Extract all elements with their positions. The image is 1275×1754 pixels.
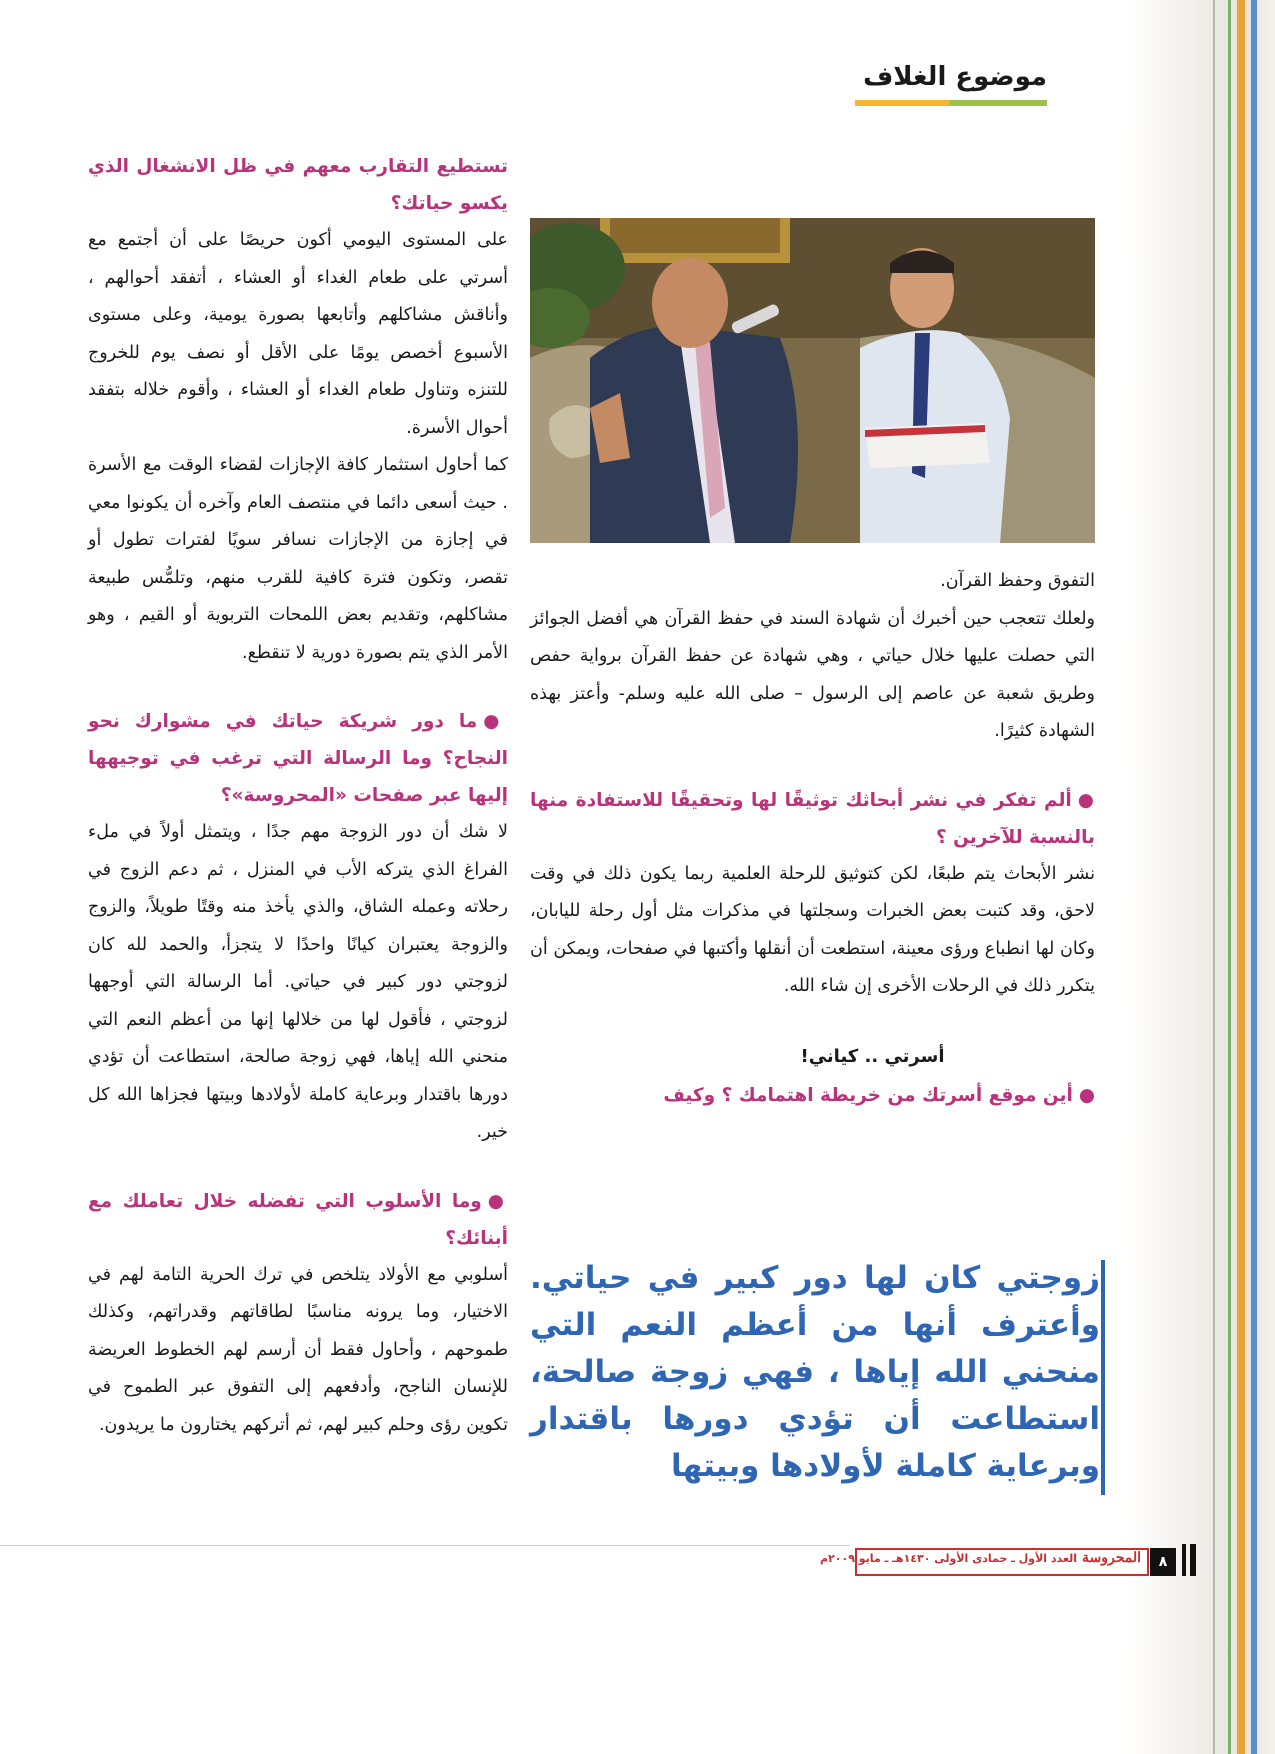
right-column bbox=[530, 218, 1095, 1114]
paragraph bbox=[88, 447, 508, 672]
edge-line bbox=[1237, 0, 1245, 1754]
question-text: ألم تفكر في نشر أبحاثك توثيقًا لها وتحقيقًا للاستفادة منها بالنسبة للآخرين ؟ bbox=[530, 789, 1095, 848]
paragraph: ولعلك تتعجب حين أخبرك أن شهادة السند في حفظ القرآن هي أفضل الجوائز التي حصلت عليها خلال حياتي ، وهي شهادة عن حفظ القرآن برواية حفص وطريق شعبة عن عاصم إلى الرسول – صلى الله عليه وسلم- وأعتز بهذه الشهادة كثيرًا. bbox=[530, 608, 1095, 741]
paragraph bbox=[88, 1257, 508, 1445]
paragraph bbox=[88, 222, 508, 447]
pullquote: زوجتي كان لها دور كبير في حياتي. وأعترف أنها من أعظم النعم التي منحني الله إياها ، فهي زوجة صالحة، استطاعت أن تؤدي دورها باقتدار وبرعاية كاملة لأولادها وبيتها bbox=[530, 1260, 1100, 1484]
section-underline-accent bbox=[855, 100, 950, 106]
edge-line bbox=[1213, 0, 1215, 1754]
magazine-logo: المحروسة bbox=[1081, 1550, 1141, 1566]
question bbox=[530, 1077, 1095, 1114]
question-text: أين موقع أسرتك من خريطة اهتمامك ؟ وكيف bbox=[663, 1084, 1073, 1106]
footer-mark bbox=[1190, 1544, 1196, 1576]
edge-line bbox=[1251, 0, 1257, 1754]
paragraph-text: لا شك أن دور الزوجة مهم جدًا ، ويتمثل أولاً في ملء الفراغ الذي يتركه الأب في المنزل ، ثم دعم الزوج في رحلاته وعمله الشاق، والذي يأخذ منه وقتًا طويلاً، والزوج والزوجة يعتبران كيانًا واحدًا لا يتجزأ، والحمد لله كان لزوجتي دور كبير في حياتي. أما الرسالة التي أوجهها لزوجتي ، فأقول لها من خلالها إنها من أعظم النعم التي منحني الله إياها، فهي زوجة صالحة، استطاعت أن تؤدي دورها باقتدار وبرعاية كاملة لأولادها وبيتها فجزاها الله كل خير. bbox=[88, 822, 508, 1142]
question-text: ما دور شريكة حياتك في مشوارك نحو النجاح؟ وما الرسالة التي ترغب في توجيهها إليها عبر صفحات «المحروسة»؟ bbox=[88, 711, 508, 806]
left-column bbox=[88, 148, 508, 1444]
issue-info: العدد الأول ـ جمادى الأولى ١٤٣٠هـ ـ مايو ٢٠٠٩م bbox=[820, 1552, 1077, 1565]
question-text: وما الأسلوب التي تفضله خلال تعاملك مع أبنائك؟ bbox=[88, 1190, 508, 1249]
section-subheading: أسرتي .. كياني! bbox=[800, 1045, 945, 1067]
question-text: تستطيع التقارب معهم في ظل الانشغال الذي يكسو حياتك؟ bbox=[88, 156, 508, 214]
paragraph-text: على المستوى اليومي أكون حريصًا على أن أجتمع مع أسرتي على طعام الغداء أو العشاء ، أتفقد أحوالهم ، وأناقش مشاكلهم وأتابعها بصورة يومية، وعلى مستوى الأسبوع أخصص يومًا على الأقل أو نصف يوم للخروج للتنزه وتناول طعام الغداء أو العشاء ، وأقوم خلاله بتفقد أحوال الأسرة. bbox=[88, 230, 508, 438]
spacer bbox=[530, 751, 1095, 782]
question bbox=[530, 782, 1095, 856]
paragraph-text: أسلوبي مع الأولاد يتلخص في ترك الحرية التامة لهم في الاختيار، وما يرونه مناسبًا لطاقاتهم وقدراتهم، وكذلك طموحهم ، وأحاول فقط أن أرسم لهم الخطوط العريضة للإنسان الناجح، وأدفعهم إلى التفوق عبر الطموح في تكوين رؤى وحلم كبير لهم، ثم أتركهم يختارون ما يريدون. bbox=[88, 1264, 508, 1435]
edge-line bbox=[1228, 0, 1231, 1754]
pullquote-rule bbox=[1101, 1260, 1105, 1495]
footer-mark bbox=[1182, 1544, 1186, 1576]
question bbox=[88, 148, 508, 222]
interview-photo bbox=[530, 218, 1095, 543]
paragraph: التفوق وحفظ القرآن. bbox=[940, 571, 1095, 591]
paragraph: نشر الأبحاث يتم طبعًا، لكن كتوثيق للرحلة العلمية ربما يكون ذلك في وقت لاحق، وقد كتبت بعض الخبرات وسجلتها في مذكرات مثل أول رحلة لليابان، وكان لها انطباع ورؤى معينة، استطعت أن أنقلها وأكتبها في صفحات، ويمكن أن يتكرر ذلك في الرحلات الأخرى إن شاء الله. bbox=[530, 863, 1095, 996]
spacer bbox=[88, 1152, 508, 1183]
bullet-icon: ● bbox=[1077, 789, 1095, 811]
paragraph-text: كما أحاول استثمار كافة الإجازات لقضاء الوقت مع الأسرة . حيث أسعى دائما في منتصف العام وآخره أن يكونوا معي في إجازة من الإجازات نسافر سويًا لفترات تطول أو تقصر، وتكون فترة كافية للقرب منهم، وتلمُّس طبيعة مشاكلهم، وتقديم بعض اللمحات التربوية أو القيم ، وهو الأمر الذي يتم بصورة دورية لا تنقطع. bbox=[88, 455, 508, 663]
footer-issue-box bbox=[820, 1548, 1149, 1576]
interview-photo-illustration bbox=[530, 218, 1095, 543]
section-header bbox=[855, 58, 1047, 106]
section-title: موضوع الغلاف bbox=[863, 62, 1047, 92]
bullet-icon: ● bbox=[487, 1190, 508, 1212]
page-number: ٨ bbox=[1150, 1548, 1176, 1576]
question bbox=[88, 703, 508, 814]
bullet-icon: ● bbox=[483, 711, 508, 732]
bullet-icon: ● bbox=[1078, 1084, 1095, 1106]
question bbox=[88, 1183, 508, 1257]
spacer bbox=[88, 672, 508, 703]
page-footer bbox=[0, 1540, 1275, 1580]
paragraph bbox=[88, 814, 508, 1152]
spacer bbox=[530, 1006, 1095, 1037]
